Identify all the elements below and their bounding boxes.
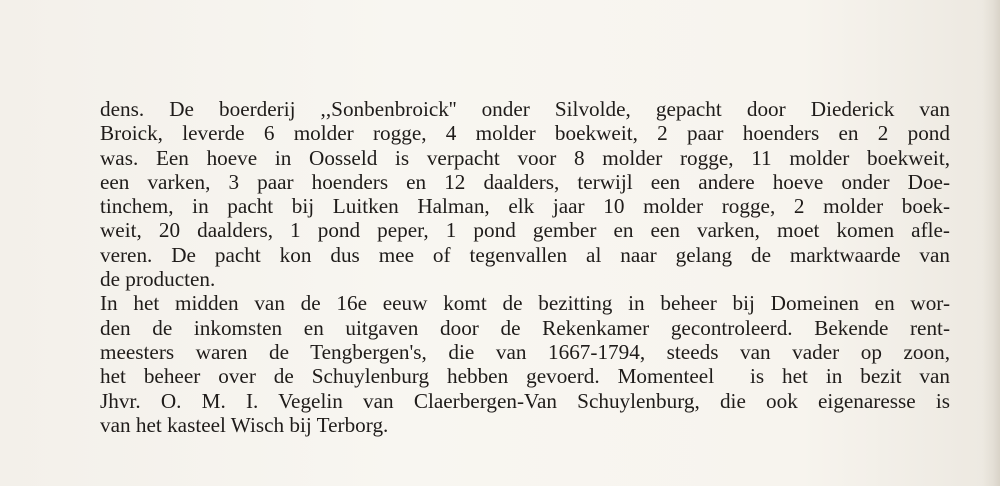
- text-line-9: In het midden van de 16e eeuw komt de bezitting in beheer bij Domeinen en wor-: [100, 291, 950, 316]
- text-line-10: den de inkomsten en uitgaven door de Rekenkamer gecontroleerd. Bekende rent-: [100, 315, 950, 340]
- body-text: [100, 97, 950, 437]
- text-line-7: veren. De pacht kon dus mee of tegenvallen al naar gelang de marktwaarde van: [100, 242, 950, 267]
- text-line-8: de producten.: [100, 267, 216, 292]
- text-line-13: Jhvr. O. M. I. Vegelin van Claerbergen-Van Schuylenburg, die ook eigenaresse is: [100, 388, 950, 413]
- text-line-12: het beheer over de Schuylenburg hebben gevoerd. Momenteel is het in bezit van: [100, 364, 950, 389]
- text-line-6: weit, 20 daalders, 1 pond peper, 1 pond gember en een varken, moet komen afle-: [100, 218, 950, 243]
- text-line-4: een varken, 3 paar hoenders en 12 daalders, terwijl een andere hoeve onder Doe-: [100, 169, 950, 194]
- text-line-2: Broick, leverde 6 molder rogge, 4 molder boekweit, 2 paar hoenders en 2 pond: [100, 121, 950, 146]
- page-edge-shadow: [982, 0, 1000, 486]
- text-line-11: meesters waren de Tengbergen's, die van 1667-1794, steeds van vader op zoon,: [100, 339, 950, 364]
- text-line-3: was. Een hoeve in Oosseld is verpacht voor 8 molder rogge, 11 molder boekweit,: [100, 145, 950, 170]
- text-line-5: tinchem, in pacht bij Luitken Halman, elk jaar 10 molder rogge, 2 molder boek-: [100, 194, 950, 219]
- text-line-14: van het kasteel Wisch bij Terborg.: [100, 412, 389, 437]
- text-line-1: dens. De boerderij ,,Sonbenbroick'' onder Silvolde, gepacht door Diederick van: [100, 97, 950, 121]
